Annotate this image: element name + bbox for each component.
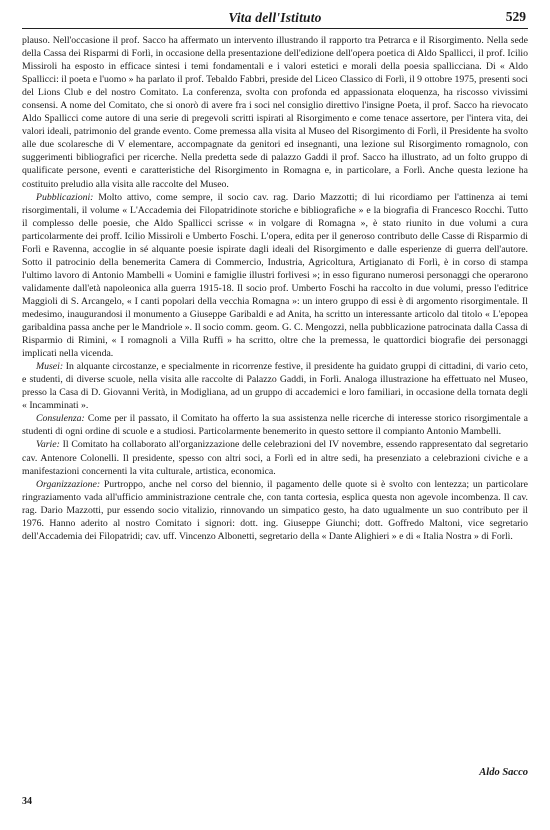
article-body	[22, 34, 528, 543]
section-consulenza	[22, 412, 528, 438]
section-label: Pubblicazioni:	[36, 191, 94, 203]
section-text: In alquante circostanze, e specialmente in ricorrenze festive, il presidente ha guidato gruppi di cittadini, di vario ceto, e studenti, di diverse scuole, nella visita alle raccolte di Palazzo Gaddi, in Forlì. Analoga illustrazione ha effettuato nel Museo, presso la Casa di D. Giovanni Verità, in Modigliana, ad un gruppo di accademici e loro familiari, in occasione della tornata degli « Incamminati ».	[22, 361, 528, 412]
section-organizzazione	[22, 478, 528, 543]
section-pubblicazioni	[22, 191, 528, 361]
section-label: Consulenza:	[36, 413, 85, 425]
section-label: Musei:	[36, 361, 64, 373]
running-header	[22, 8, 528, 29]
running-title: Vita dell'Istituto	[228, 10, 322, 25]
author-signature: Aldo Sacco	[479, 767, 528, 778]
section-text: Il Comitato ha collaborato all'organizzazione delle celebrazioni del IV novembre, essendo rappresentato dal segretario cav. Antenore Colonelli. Il presidente, spesso con altri soci, a Forlì ed in altre sedi, ha presenziato a celebrazioni civiche e a manifestazioni concernenti la vita culturale, artistica, economica.	[22, 439, 528, 477]
section-text: Purtroppo, anche nel corso del biennio, il pagamento delle quote si è svolto con lentezza; un particolare ringraziamento vada all'ufficio amministrazione centrale che, con tanta cortesia, esplica questa non agevole incombenza. Il cav. rag. Dario Mazzotti, pur essendo socio vitalizio, rinnovando un simpatico gesto, ha dato ugualmente un suo contributo per il 1976. Hanno aderito al nostro Comitato i signori: dott. ing. Giuseppe Giunchi; dott. Goffredo Maltoni, vice segretario dell'Accademia dei Filopatridi; cav. uff. Vincenzo Albonetti, segretario della « Dante Alighieri » e di « Italia Nostra » di Forlì.	[22, 478, 528, 542]
section-text: Come per il passato, il Comitato ha offerto la sua assistenza nelle ricerche di interesse storico risorgimentale a studenti di ogni ordine di scuole e a studiosi. Particolarmente benemerito in questo settore il compianto Antonio Mambelli.	[22, 413, 528, 438]
section-musei	[22, 360, 528, 412]
section-varie	[22, 438, 528, 477]
signature-mark: 34	[22, 796, 32, 807]
section-label: Varie:	[36, 439, 60, 451]
page-number: 529	[505, 9, 526, 24]
section-label: Organizzazione:	[36, 478, 101, 490]
intro-paragraph: plauso. Nell'occasione il prof. Sacco ha affermato un intervento illustrando il rapporto tra Petrarca e il Risorgimento. Nella sede della Cassa dei Risparmi di Forlì, in occasione della presentazione dell'edizione dell'opera poetica di Aldo Spallicci, il prof. Icilio Missiroli ha esposto in efficace sintesi i temi fondamentali e i valori estetici e morali della poesia spallicciana. Di « Aldo Spallicci: il poeta e l'uomo » ha parlato il prof. Tebaldo Fabbri, preside del Liceo Classico di Forlì, il 9 ottobre 1975, presenti soci del Lions Club e del nostro Comitato. La conferenza, svolta con profonda ed appassionata eloquenza, ha riscosso vivissimi consensi. A nome del Comitato, che si onorò di avere fra i soci nel consiglio direttivo l'insigne Poeta, il prof. Sacco ha rievocato Aldo Spallicci come autore di una serie di pregevoli scritti ispirati al Risorgimento e come tenace assertore, per l'intera vita, dei valori ideali, patrimonio del grande evento. Come premessa alla visita al Museo del Risorgimento di Forlì, il Presidente ha svolto alle due scolaresche di V elementare, accompagnate da genitori ed insegnanti, una lezione sul Risorgimento romagnolo, con suggerimenti bibliografici per ricerche. Nella predetta sede di palazzo Gaddi il prof. Sacco ha illustrato, ad un folto gruppo di qualificate persone, eventi e caratteristiche del Risorgimento in Romagna e, in particolare, a Forlì. Anche questa lezione ha costituito preludio alla visita alle raccolte del Museo.	[22, 35, 528, 190]
section-text: Molto attivo, come sempre, il socio cav. rag. Dario Mazzotti; di lui ricordiamo per l'attinenza ai temi risorgimentali, il volume « L'Accademia dei Filopatridinote storiche e bibliografiche » e la biografia di Francesco Rocchi. Tutto il complesso delle poesie, che Aldo Spallicci scrisse « in volgare di Romagna », è stato riunito in due volumi a cura particolarmente dei proff. Icilio Missiroli e Umberto Foschi. L'opera, edita per il generoso contributo delle Casse di Risparmio di Forlì e Ravenna, accoglie in sé alquante poesie ispirate dagli ideali del Risorgimento e dalle esperienze di guerra dell'autore. Sotto il patrocinio della benemerita Camera di Commercio, Industria, Agricoltura, Artigianato di Forlì, è in corso di stampa l'ultimo lavoro di Antonio Mambelli « Uomini e famiglie illustri forlivesi »; in esso figurano numerosi personaggi che operarono validamente dall'età napoleonica alla guerra 1915-18. Il socio prof. Umberto Foschi ha raccolto in due volumi, presso l'editrice Maggioli di S. Arcangelo, « I canti popolari della vecchia Romagna »: un intero gruppo di essi è di argomento risorgimentale. Il medesimo, inaugurandosi il monumento a Giuseppe Garibaldi e ad Anita, ha scritto un interessante articolo dal titolo « L'epopea garibaldina passa anche per le Mandriole ». Il socio comm. geom. G. C. Mengozzi, nella pubblicazione patrocinata dalla Cassa di Risparmio di Rimini, « I romagnoli a Villa Ruffi » ha scritto, oltre che la premessa, le quattordici biografie dei personaggi implicati nella vicenda.	[22, 191, 528, 360]
